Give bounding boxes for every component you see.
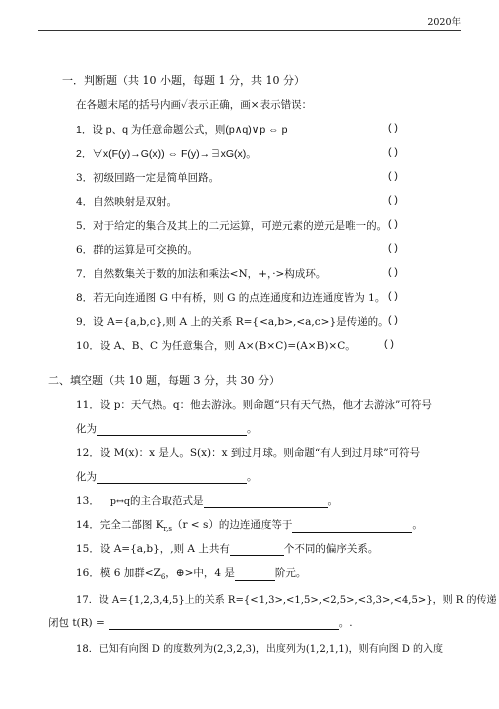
q13-number: 13． xyxy=(76,495,100,507)
answer-paren-6[interactable]: ( ) xyxy=(388,242,398,254)
q16-text-c: 阶元。 xyxy=(274,567,307,579)
q13-end: 。 xyxy=(327,495,338,507)
header-rule xyxy=(38,30,461,31)
section1-instruction: 在各题末尾的括号内画✓表示正确，画×表示错误： xyxy=(76,99,313,111)
fill-question-18: 18．已知有向图 D 的度数列为(2,3,2,3)，出度列为(1,2,1,1)，则有向图 D 的入度 xyxy=(76,644,444,655)
section2-title: 二、填空题（共 10 题，每题 3 分，共 30 分） xyxy=(48,374,280,387)
fill-question-14 xyxy=(76,517,423,533)
q12-end: 。 xyxy=(247,471,258,483)
q12-answer-blank[interactable] xyxy=(97,472,247,484)
answer-paren-8[interactable]: ( ) xyxy=(388,290,398,302)
judge-question-7: 7．自然数集关于数的加法和乘法<N，+，·>构成环。 xyxy=(76,268,327,280)
q14-end: 。 xyxy=(412,519,423,531)
q11-end: 。 xyxy=(247,423,258,435)
q11-answer-blank[interactable] xyxy=(97,424,247,436)
q14-text-a: 14．完全二部图 K xyxy=(76,519,164,531)
judge-question-2: 2．∀x(F(y)→G(x)) ⇔ F(y)→∃xG(x)。 xyxy=(76,148,257,160)
q13-expression: p↔q xyxy=(109,496,130,507)
answer-paren-2[interactable]: ( ) xyxy=(388,146,398,158)
fill-question-15 xyxy=(76,541,378,556)
judge-question-3: 3．初级回路一定是简单回路。 xyxy=(76,172,220,184)
q13-answer-blank[interactable] xyxy=(204,496,328,508)
q13-text: 的主合取范式是 xyxy=(130,495,204,507)
q16-text-a: 16．模 6 加群<Z xyxy=(76,567,161,579)
judge-question-4: 4．自然映射是双射。 xyxy=(76,196,178,208)
q12-prefix: 化为 xyxy=(76,471,97,483)
answer-paren-10[interactable]: ( ) xyxy=(384,338,394,350)
q14-subscript: r,s xyxy=(163,525,172,534)
fill-question-11: 11．设 p：天气热。q：他去游泳。则命题“只有天气热，他才去游泳”可符号 xyxy=(76,399,432,411)
answer-paren-7[interactable]: ( ) xyxy=(388,266,398,278)
answer-paren-9[interactable]: ( ) xyxy=(388,314,398,326)
fill-question-16 xyxy=(76,565,306,581)
fill-question-12-cont xyxy=(76,469,258,484)
q16-text-b: ，⊕>中，4 是 xyxy=(165,567,235,579)
section1-title: 一．判断题（共 10 小题，每题 1 分，共 10 分） xyxy=(62,74,305,87)
q15-text-b: 个不同的偏序关系。 xyxy=(283,543,379,555)
q14-answer-blank[interactable] xyxy=(292,521,412,533)
page-year-header: 2020年 xyxy=(427,17,461,28)
judge-question-8: 8．若无向连通图 G 中有桥，则 G 的点连通度和边连通度皆为 1。 xyxy=(76,292,386,304)
q17-end: 。. xyxy=(338,617,353,629)
fill-question-17-cont xyxy=(48,615,353,630)
fill-question-12: 12．设 M(x)：x 是人。S(x)：x 到过月球。则命题“有人到过月球”可符号 xyxy=(76,447,421,459)
fill-question-13 xyxy=(76,493,338,508)
q15-text-a: 15．设 A={a,b}，,则 A 上共有 xyxy=(76,543,230,555)
q15-answer-blank[interactable] xyxy=(230,544,284,556)
fill-question-11-cont xyxy=(76,421,258,436)
answer-paren-4[interactable]: ( ) xyxy=(388,194,398,206)
fill-question-17: 17．设 A={1,2,3,4,5}上的关系 R={<1,3>,<1,5>,<2,5>,<3,3>,<4,5>}，则 R 的传递 xyxy=(76,595,497,606)
answer-paren-3[interactable]: ( ) xyxy=(388,170,398,182)
q17-answer-blank[interactable] xyxy=(109,618,339,630)
judge-question-1: 1．设 p、q 为任意命题公式，则(p∧q)∨p ⇔ p xyxy=(76,124,288,136)
q17-prefix: 闭包 t(R) = xyxy=(48,617,105,629)
q14-text-b: （r < s）的边连通度等于 xyxy=(171,519,293,531)
answer-paren-1[interactable]: ( ) xyxy=(388,122,398,134)
q16-subscript: 6 xyxy=(160,573,166,582)
judge-question-5: 5．对于给定的集合及其上的二元运算，可逆元素的逆元是唯一的。 xyxy=(76,220,388,232)
judge-question-9: 9．设 A={a,b,c},则 A 上的关系 R={<a,b>,<a,c>}是传递的。 xyxy=(76,316,389,328)
q16-answer-blank[interactable] xyxy=(235,569,275,581)
judge-question-10: 10．设 A、B、C 为任意集合，则 A×(B×C)=(A×B)×C。 xyxy=(76,340,356,352)
q11-prefix: 化为 xyxy=(76,423,97,435)
answer-paren-5[interactable]: ( ) xyxy=(388,218,398,230)
judge-question-6: 6．群的运算是可交换的。 xyxy=(76,244,199,256)
